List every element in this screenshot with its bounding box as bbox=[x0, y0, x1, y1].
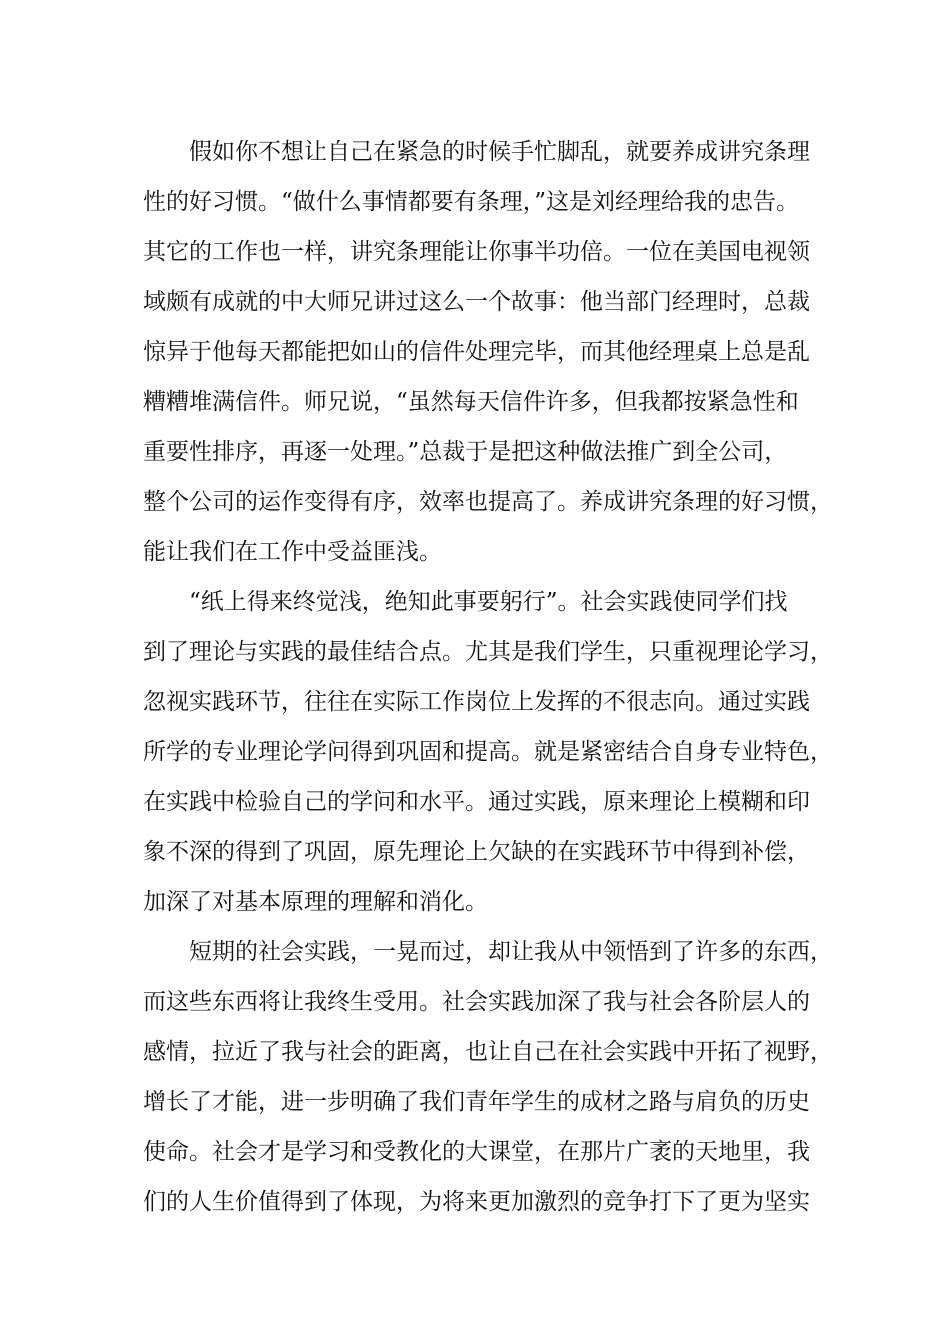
paragraph-line: 惊异于他每天都能把如山的信件处理完毕，而其他经理桌上总是乱 bbox=[143, 339, 810, 365]
paragraph-line: 们的人生价值得到了体现，为将来更加激烈的竞争打下了更为坚实 bbox=[143, 1189, 810, 1215]
paragraph-line: 加深了对基本原理的理解和消化。 bbox=[143, 889, 488, 915]
paragraph-line: 糟糟堆满信件。师兄说，“虽然每天信件许多，但我都按紧急性和 bbox=[143, 389, 799, 415]
paragraph-line: “纸上得来终觉浅，绝知此事要躬行”。社会实践使同学们找 bbox=[189, 589, 788, 615]
paragraph-line: 假如你不想让自己在紧急的时候手忙脚乱，就要养成讲究条理 bbox=[189, 139, 810, 165]
paragraph-line: 短期的社会实践，一晃而过，却让我从中领悟到了许多的东西， bbox=[189, 939, 833, 965]
paragraph-line: 而这些东西将让我终生受用。社会实践加深了我与社会各阶层人的 bbox=[143, 989, 810, 1015]
paragraph-line: 所学的专业理论学问得到巩固和提高。就是紧密结合自身专业特色， bbox=[143, 739, 833, 765]
paragraph-3 bbox=[143, 927, 833, 1227]
paragraph-line: 到了理论与实践的最佳结合点。尤其是我们学生，只重视理论学习， bbox=[143, 639, 833, 665]
paragraph-1 bbox=[143, 127, 833, 577]
paragraph-line: 性的好习惯。“做什么事情都要有条理，”这是刘经理给我的忠告。 bbox=[143, 189, 800, 215]
paragraph-2 bbox=[143, 577, 833, 927]
paragraph-line: 使命。社会才是学习和受教化的大课堂，在那片广袤的天地里，我 bbox=[143, 1139, 810, 1165]
paragraph-line: 重要性排序，再逐一处理。”总裁于是把这种做法推广到全公司， bbox=[143, 439, 788, 465]
paragraph-line: 能让我们在工作中受益匪浅。 bbox=[143, 539, 442, 565]
paragraph-line: 域颇有成就的中大师兄讲过这么一个故事：他当部门经理时，总裁 bbox=[143, 289, 810, 315]
paragraph-line: 整个公司的运作变得有序，效率也提高了。养成讲究条理的好习惯， bbox=[143, 489, 833, 515]
paragraph-line: 象不深的得到了巩固，原先理论上欠缺的在实践环节中得到补偿， bbox=[143, 839, 810, 865]
paragraph-line: 在实践中检验自己的学问和水平。通过实践，原来理论上模糊和印 bbox=[143, 789, 810, 815]
paragraph-line: 增长了才能，进一步明确了我们青年学生的成材之路与肩负的历史 bbox=[143, 1089, 810, 1115]
paragraph-line: 其它的工作也一样，讲究条理能让你事半功倍。一位在美国电视领 bbox=[143, 239, 810, 265]
paragraph-line: 忽视实践环节，往往在实际工作岗位上发挥的不很志向。通过实践 bbox=[143, 689, 810, 715]
paragraph-line: 感情，拉近了我与社会的距离，也让自己在社会实践中开拓了视野， bbox=[143, 1039, 833, 1065]
